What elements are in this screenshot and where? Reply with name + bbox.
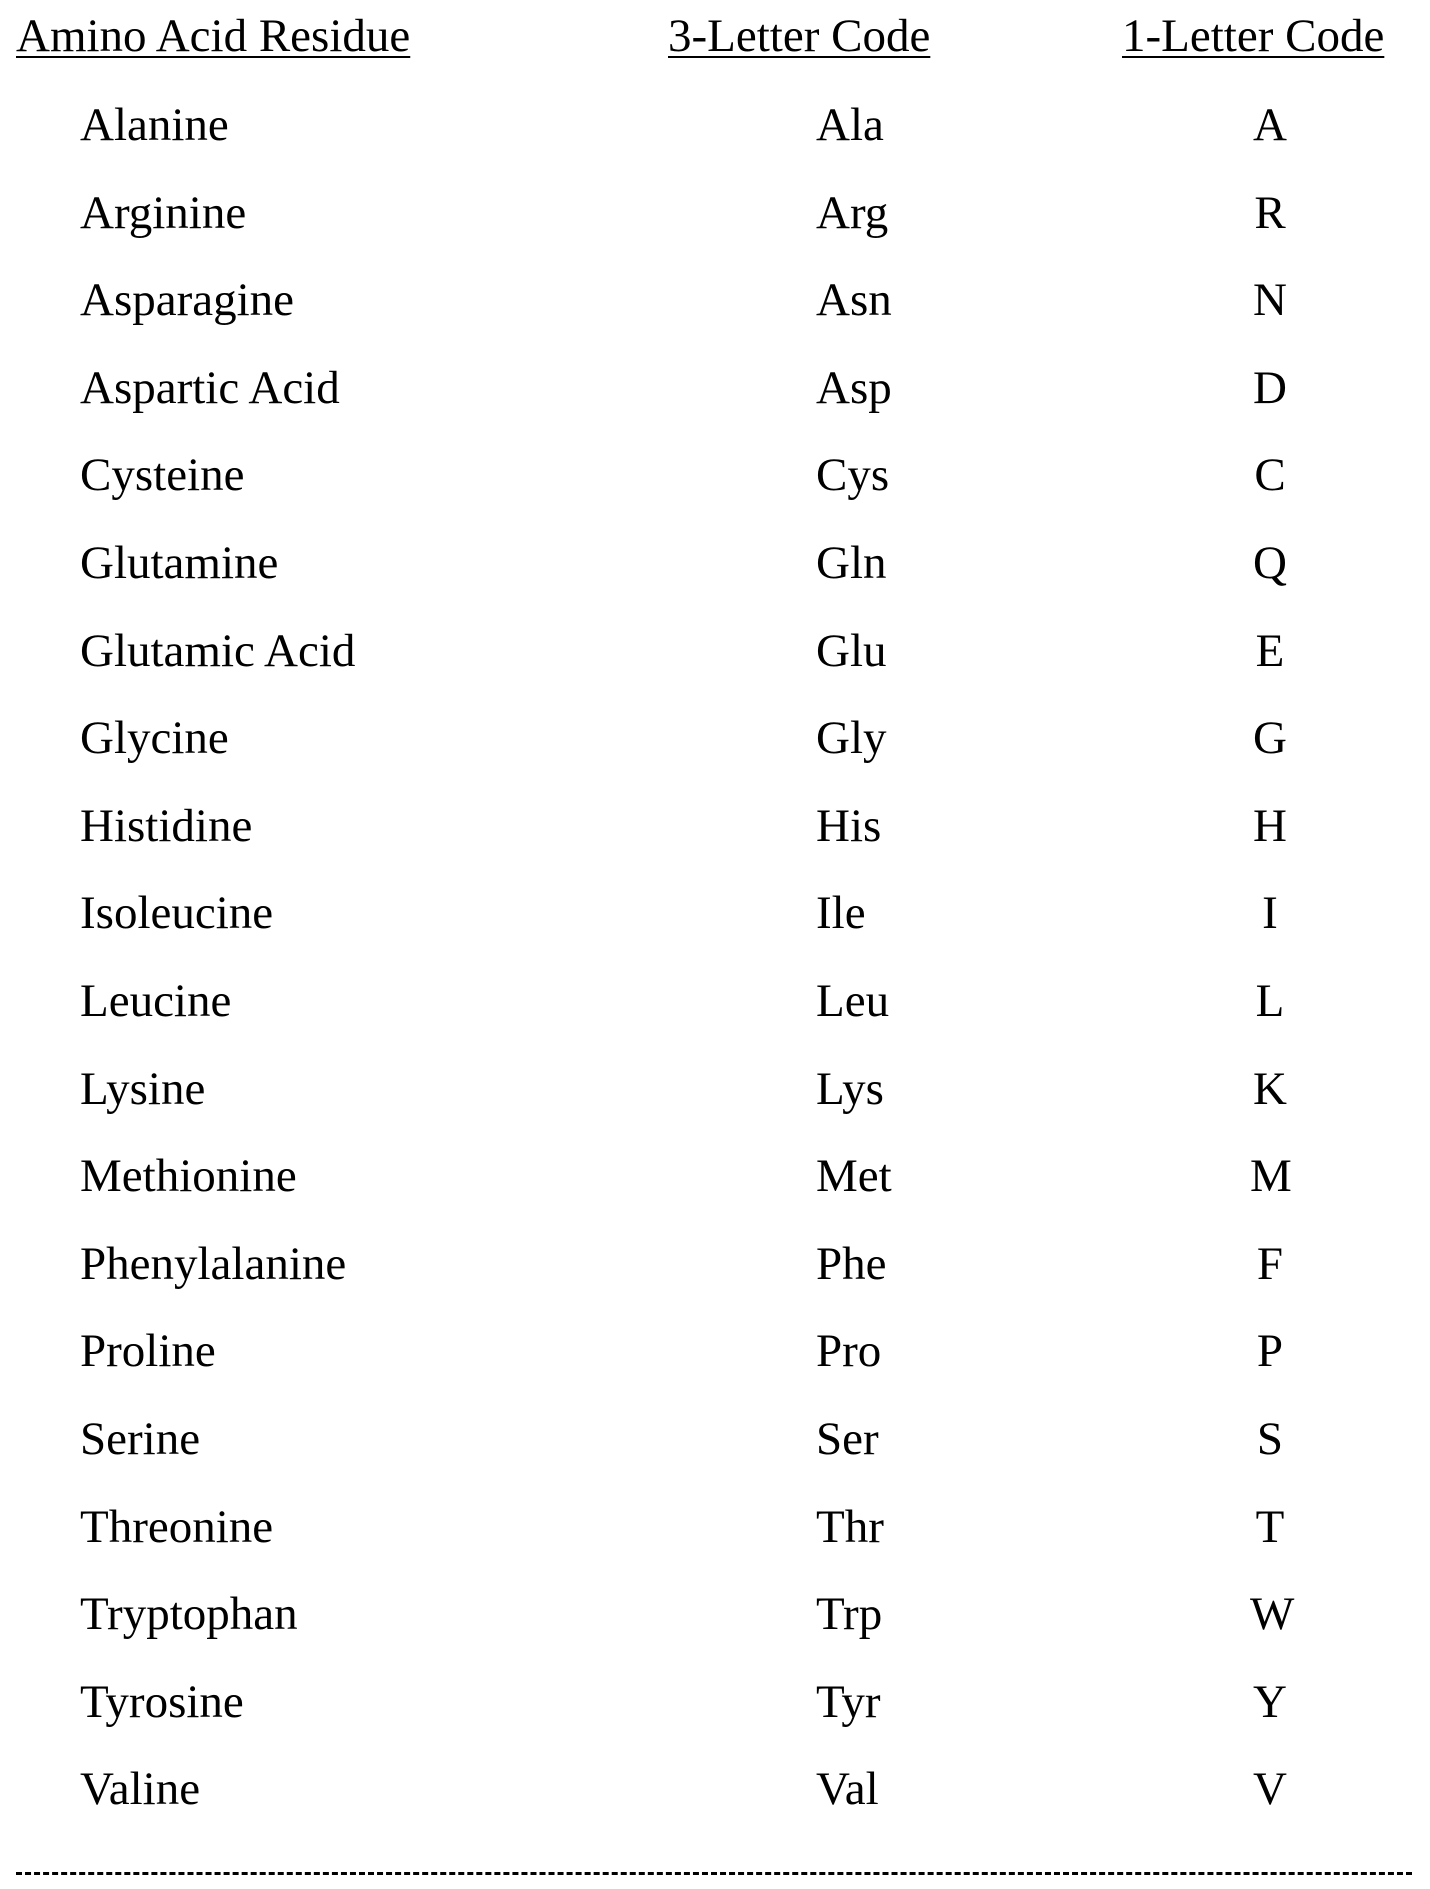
one-letter-code: T — [1255, 1500, 1285, 1553]
residue-name: Serine — [80, 1412, 201, 1465]
three-letter-code: Thr — [816, 1500, 884, 1553]
one-letter-code: K — [1253, 1062, 1287, 1115]
one-letter-code: A — [1253, 99, 1287, 151]
residue-name: Glutamine — [80, 536, 279, 589]
table-row — [0, 1316, 1430, 1404]
three-letter-code: Lys — [816, 1062, 884, 1115]
three-letter-code: Glu — [816, 624, 887, 677]
three-letter-code: Met — [816, 1150, 892, 1203]
residue-name: Glutamic Acid — [80, 624, 356, 677]
residue-name: Valine — [80, 1763, 201, 1816]
one-letter-code: F — [1256, 1237, 1284, 1290]
three-letter-code: Ala — [816, 99, 884, 151]
table-row — [0, 1754, 1430, 1842]
three-letter-code: Gly — [816, 712, 887, 765]
residue-name: Tyrosine — [80, 1675, 244, 1728]
one-letter-code: E — [1255, 624, 1285, 677]
one-letter-code: V — [1253, 1763, 1287, 1816]
three-letter-code: Trp — [816, 1588, 883, 1641]
residue-name: Isoleucine — [80, 887, 274, 940]
residue-name: Proline — [80, 1325, 216, 1378]
table-row — [0, 791, 1430, 879]
three-letter-code: Gln — [816, 536, 887, 589]
table-body — [0, 90, 1430, 1842]
one-letter-code: H — [1253, 799, 1287, 852]
three-letter-code: Tyr — [816, 1675, 881, 1728]
residue-name: Lysine — [80, 1062, 206, 1115]
residue-name: Arginine — [80, 186, 247, 239]
table-row — [0, 1667, 1430, 1755]
one-letter-code: M — [1250, 1150, 1292, 1203]
one-letter-code: D — [1253, 361, 1287, 414]
residue-name: Histidine — [80, 799, 253, 852]
three-letter-code: Ser — [816, 1412, 879, 1465]
three-letter-code: Ile — [816, 887, 866, 940]
three-letter-code: Asn — [816, 274, 892, 327]
table-row — [0, 878, 1430, 966]
three-letter-code: Cys — [816, 449, 890, 502]
three-letter-code: Val — [816, 1763, 879, 1816]
residue-name: Aspartic Acid — [80, 361, 340, 414]
one-letter-code: P — [1256, 1325, 1284, 1378]
residue-name: Asparagine — [80, 274, 295, 327]
table-row — [0, 1404, 1430, 1492]
dashed-separator-line — [16, 1872, 1412, 1875]
three-letter-code: Arg — [816, 186, 889, 239]
table-row — [0, 1054, 1430, 1142]
residue-name: Phenylalanine — [80, 1237, 347, 1290]
table-row — [0, 966, 1430, 1054]
table-row — [0, 440, 1430, 528]
one-letter-code: G — [1253, 712, 1287, 765]
residue-name: Glycine — [80, 712, 229, 765]
table-row — [0, 528, 1430, 616]
header-3-letter-code: 3-Letter Code — [668, 10, 931, 62]
one-letter-code: S — [1256, 1412, 1284, 1465]
header-amino-acid-residue: Amino Acid Residue — [16, 10, 411, 62]
one-letter-code: Y — [1253, 1675, 1287, 1728]
residue-name: Threonine — [80, 1500, 274, 1553]
one-letter-code: R — [1254, 186, 1286, 239]
table-row — [0, 1492, 1430, 1580]
one-letter-code: L — [1255, 974, 1285, 1027]
residue-name: Methionine — [80, 1150, 297, 1203]
one-letter-code: Q — [1253, 536, 1287, 589]
one-letter-code: N — [1253, 274, 1287, 327]
one-letter-code: C — [1254, 449, 1286, 502]
table-row — [0, 703, 1430, 791]
header-1-letter-code: 1-Letter Code — [1122, 10, 1385, 62]
residue-name: Alanine — [80, 99, 229, 151]
table-row — [0, 90, 1430, 178]
three-letter-code: Leu — [816, 974, 890, 1027]
table-row — [0, 178, 1430, 266]
table-row — [0, 1141, 1430, 1229]
three-letter-code: His — [816, 799, 882, 852]
one-letter-code: W — [1250, 1588, 1295, 1641]
three-letter-code: Pro — [816, 1325, 882, 1378]
table-row — [0, 1579, 1430, 1667]
table-row — [0, 1229, 1430, 1317]
table-row — [0, 265, 1430, 353]
three-letter-code: Asp — [816, 361, 892, 414]
residue-name: Tryptophan — [80, 1588, 298, 1641]
residue-name: Leucine — [80, 974, 232, 1027]
residue-name: Cysteine — [80, 449, 245, 502]
table-header-row — [0, 6, 1430, 66]
one-letter-code: I — [1262, 887, 1278, 940]
three-letter-code: Phe — [816, 1237, 887, 1290]
table-row — [0, 616, 1430, 704]
table-row — [0, 353, 1430, 441]
